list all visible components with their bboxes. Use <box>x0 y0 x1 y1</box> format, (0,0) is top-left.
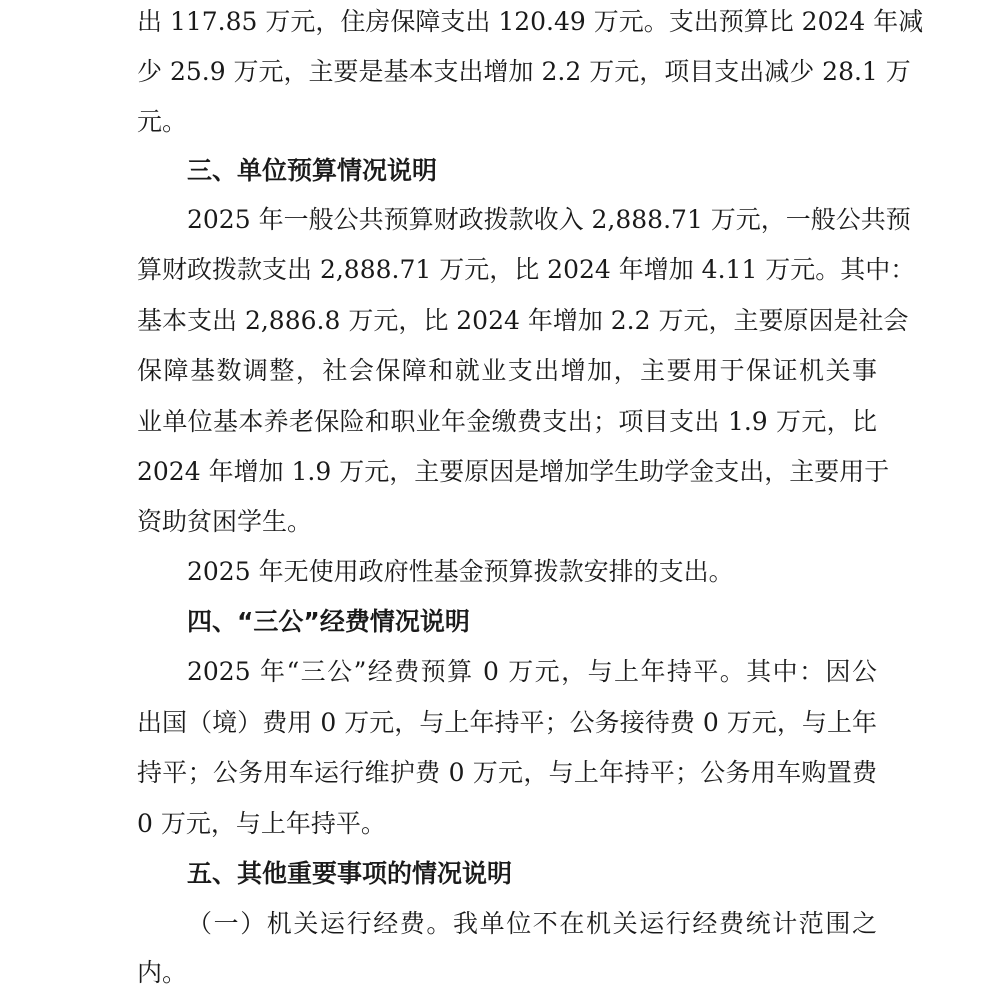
body-line: 持平；公务用车运行维护费 0 万元，与上年持平；公务用车购置费 <box>137 758 877 787</box>
section-heading-3: 三、单位预算情况说明 <box>187 156 438 185</box>
body-line: 业单位基本养老保险和职业年金缴费支出；项目支出 1.9 万元，比 <box>137 407 877 436</box>
body-line: 少 25.9 万元，主要是基本支出增加 2.2 万元，项目支出减少 28.1 万 <box>137 57 911 86</box>
body-line: 内。 <box>137 958 188 987</box>
body-line: 出国（境）费用 0 万元，与上年持平；公务接待费 0 万元，与上年 <box>137 708 877 737</box>
body-line: 资助贫困学生。 <box>137 507 313 536</box>
section-heading-4: 四、“三公”经费情况说明 <box>187 607 470 636</box>
body-line: 算财政拨款支出 2,888.71 万元，比 2024 年增加 4.11 万元。其中： <box>137 255 916 284</box>
body-line: 基本支出 2,886.8 万元，比 2024 年增加 2.2 万元，主要原因是社会 <box>137 306 909 335</box>
body-line: 2025 年一般公共预算财政拨款收入 2,888.71 万元，一般公共预 <box>187 205 911 234</box>
section-heading-5: 五、其他重要事项的情况说明 <box>187 859 513 888</box>
body-line: 2025 年“三公”经费预算 0 万元，与上年持平。其中：因公 <box>187 657 877 686</box>
body-line: 元。 <box>137 107 188 136</box>
body-line: 保障基数调整，社会保障和就业支出增加，主要用于保证机关事 <box>137 356 877 385</box>
body-line: 0 万元，与上年持平。 <box>137 809 386 838</box>
body-line: 2025 年无使用政府性基金预算拨款安排的支出。 <box>187 557 734 586</box>
body-line: 2024 年增加 1.9 万元，主要原因是增加学生助学金支出，主要用于 <box>137 457 890 486</box>
body-line: （一）机关运行经费。我单位不在机关运行经费统计范围之 <box>187 909 877 938</box>
body-line: 出 117.85 万元，住房保障支出 120.49 万元。支出预算比 2024 年减 <box>137 7 924 36</box>
